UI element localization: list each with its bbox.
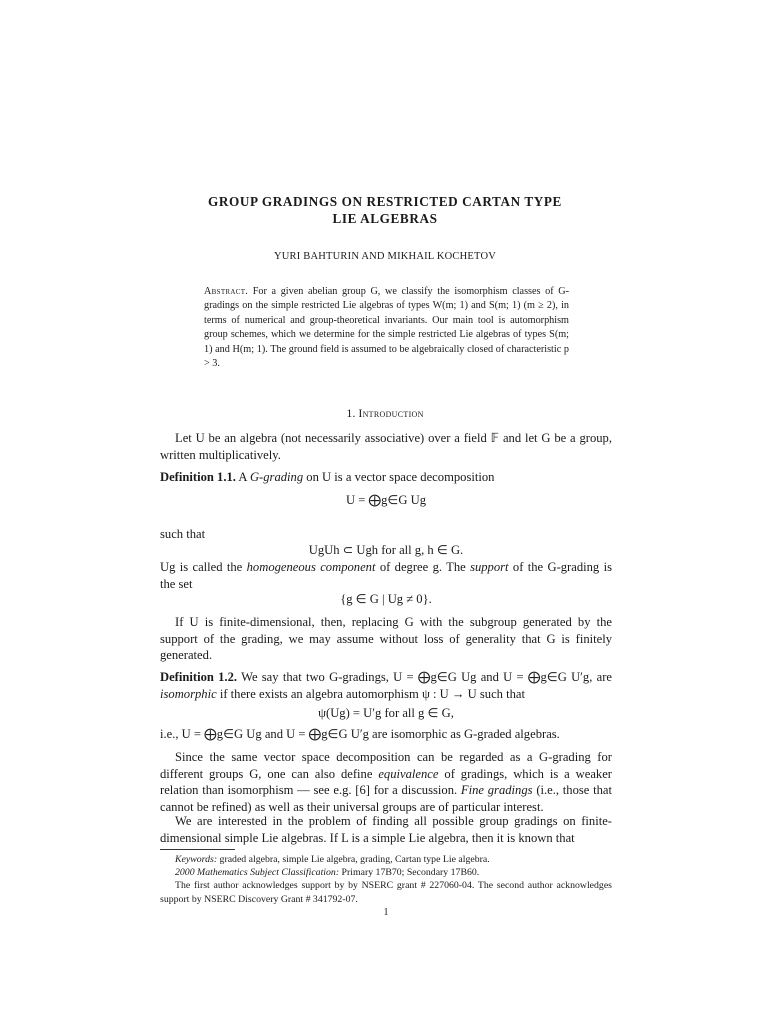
definition-text: if there exists an algebra automorphism ψ : U → U such that	[219, 686, 525, 701]
homogeneous-component-text	[160, 559, 612, 592]
equivalence-paragraph	[160, 749, 612, 815]
display-equation-product: UgUh ⊂ Ugh for all g, h ∈ G.	[308, 543, 464, 557]
footnote-acknowledgements: The first author acknowledges support by by NSERC grant # 227060-04. The second author acknowledges support by NSERC Discovery Grant # 341792-07.	[160, 880, 612, 905]
abstract-text: For a given abelian group G, we classify the isomorphism classes of G-gradings on the simple restricted Lie algebras of types W(m; 1) and S(m; 1) (m ≥ 2), in terms of numerical and group-theoretical invariants. Our main tool is automorphism group schemes, which we determine for the simple restricted Lie algebras of types S(m; 1) and H(m; 1). The ground field is assumed to be algebraically closed of characteristic p > 3.	[204, 286, 569, 370]
paragraph-text: of gradings, which is a weaker relation than isomorphism — see e.g. [6] for a discussion.	[160, 766, 612, 797]
abstract-label: Abstract.	[204, 286, 249, 297]
section-heading	[160, 406, 610, 421]
definition-1-1	[160, 469, 612, 486]
such-that-text: such that	[160, 527, 206, 541]
footnote-msc	[160, 866, 612, 880]
definition-1-2-label: Definition 1.2.	[160, 670, 238, 684]
page-number: 1	[383, 907, 389, 918]
footnote-text: Primary 17B70; Secondary 17B60.	[341, 867, 480, 878]
isomorphic-graded-text: i.e., U = ⨁g∈G Ug and U = ⨁g∈G U′g are isomorphic as G-graded algebras.	[160, 727, 560, 741]
definition-text: Ug is called the	[160, 560, 243, 574]
definition-text: of the G-grading is the set	[160, 560, 612, 591]
footnote-label: 2000 Mathematics Subject Classification:	[175, 867, 340, 878]
definition-1-1-label: Definition 1.1.	[160, 470, 236, 484]
definition-term: homogeneous component	[246, 560, 376, 574]
intro-paragraph: Let U be an algebra (not necessarily associative) over a field 𝔽 and let G be a group, written multiplicatively.	[160, 431, 612, 462]
definition-term: G-grading	[249, 470, 304, 484]
paper-title-line-2: LIE ALGEBRAS	[332, 211, 438, 226]
definition-text: on U is a vector space decomposition	[306, 470, 495, 484]
paragraph-term: Fine gradings	[460, 783, 533, 797]
paragraph-term: equivalence	[378, 766, 439, 781]
paper-title-line-1: GROUP GRADINGS ON RESTRICTED CARTAN TYPE	[208, 194, 562, 209]
display-equation-decomposition: U = ⨁g∈G Ug	[346, 493, 426, 507]
definition-term: isomorphic	[160, 686, 217, 701]
definition-text: We say that two G-gradings, U = ⨁g∈G Ug and U = ⨁g∈G U′g,	[241, 670, 593, 684]
abstract	[204, 285, 569, 371]
authors: YURI BAHTURIN AND MIKHAIL KOCHETOV	[273, 251, 497, 262]
display-equation-support: {g ∈ G | Ug ≠ 0}.	[340, 592, 432, 606]
footnote-rule	[160, 849, 235, 850]
definition-1-2	[160, 669, 612, 702]
interest-paragraph: We are interested in the problem of finding all possible group gradings on finite-dimensional simple Lie algebras. If L is a simple Lie algebra, then it is known that	[160, 814, 612, 845]
footnote-keywords	[160, 853, 612, 867]
display-equation-isomorphism: ψ(Ug) = U′g for all g ∈ G,	[318, 706, 454, 720]
section-title: Introduction	[358, 406, 424, 420]
section-number: 1.	[346, 406, 356, 420]
paragraph-text: Since the same vector space decomposition can be regarded as a G-grading for different groups G, one can also define	[160, 750, 612, 781]
definition-text: of degree g. The	[379, 560, 466, 574]
footnote-label: Keywords:	[175, 854, 218, 865]
finite-dim-paragraph: If U is finite-dimensional, then, replacing G with the subgroup generated by the support of the grading, we may assume without loss of generality that G is finitely generated.	[160, 615, 612, 662]
definition-text: A	[238, 470, 247, 484]
paragraph-text: (i.e., those that cannot be refined) as well as their universal groups are of particular interest.	[160, 783, 613, 814]
definition-text: are	[596, 670, 613, 684]
footnote-text: graded algebra, simple Lie algebra, grading, Cartan type Lie algebra.	[219, 854, 490, 865]
definition-term: support	[470, 560, 509, 574]
